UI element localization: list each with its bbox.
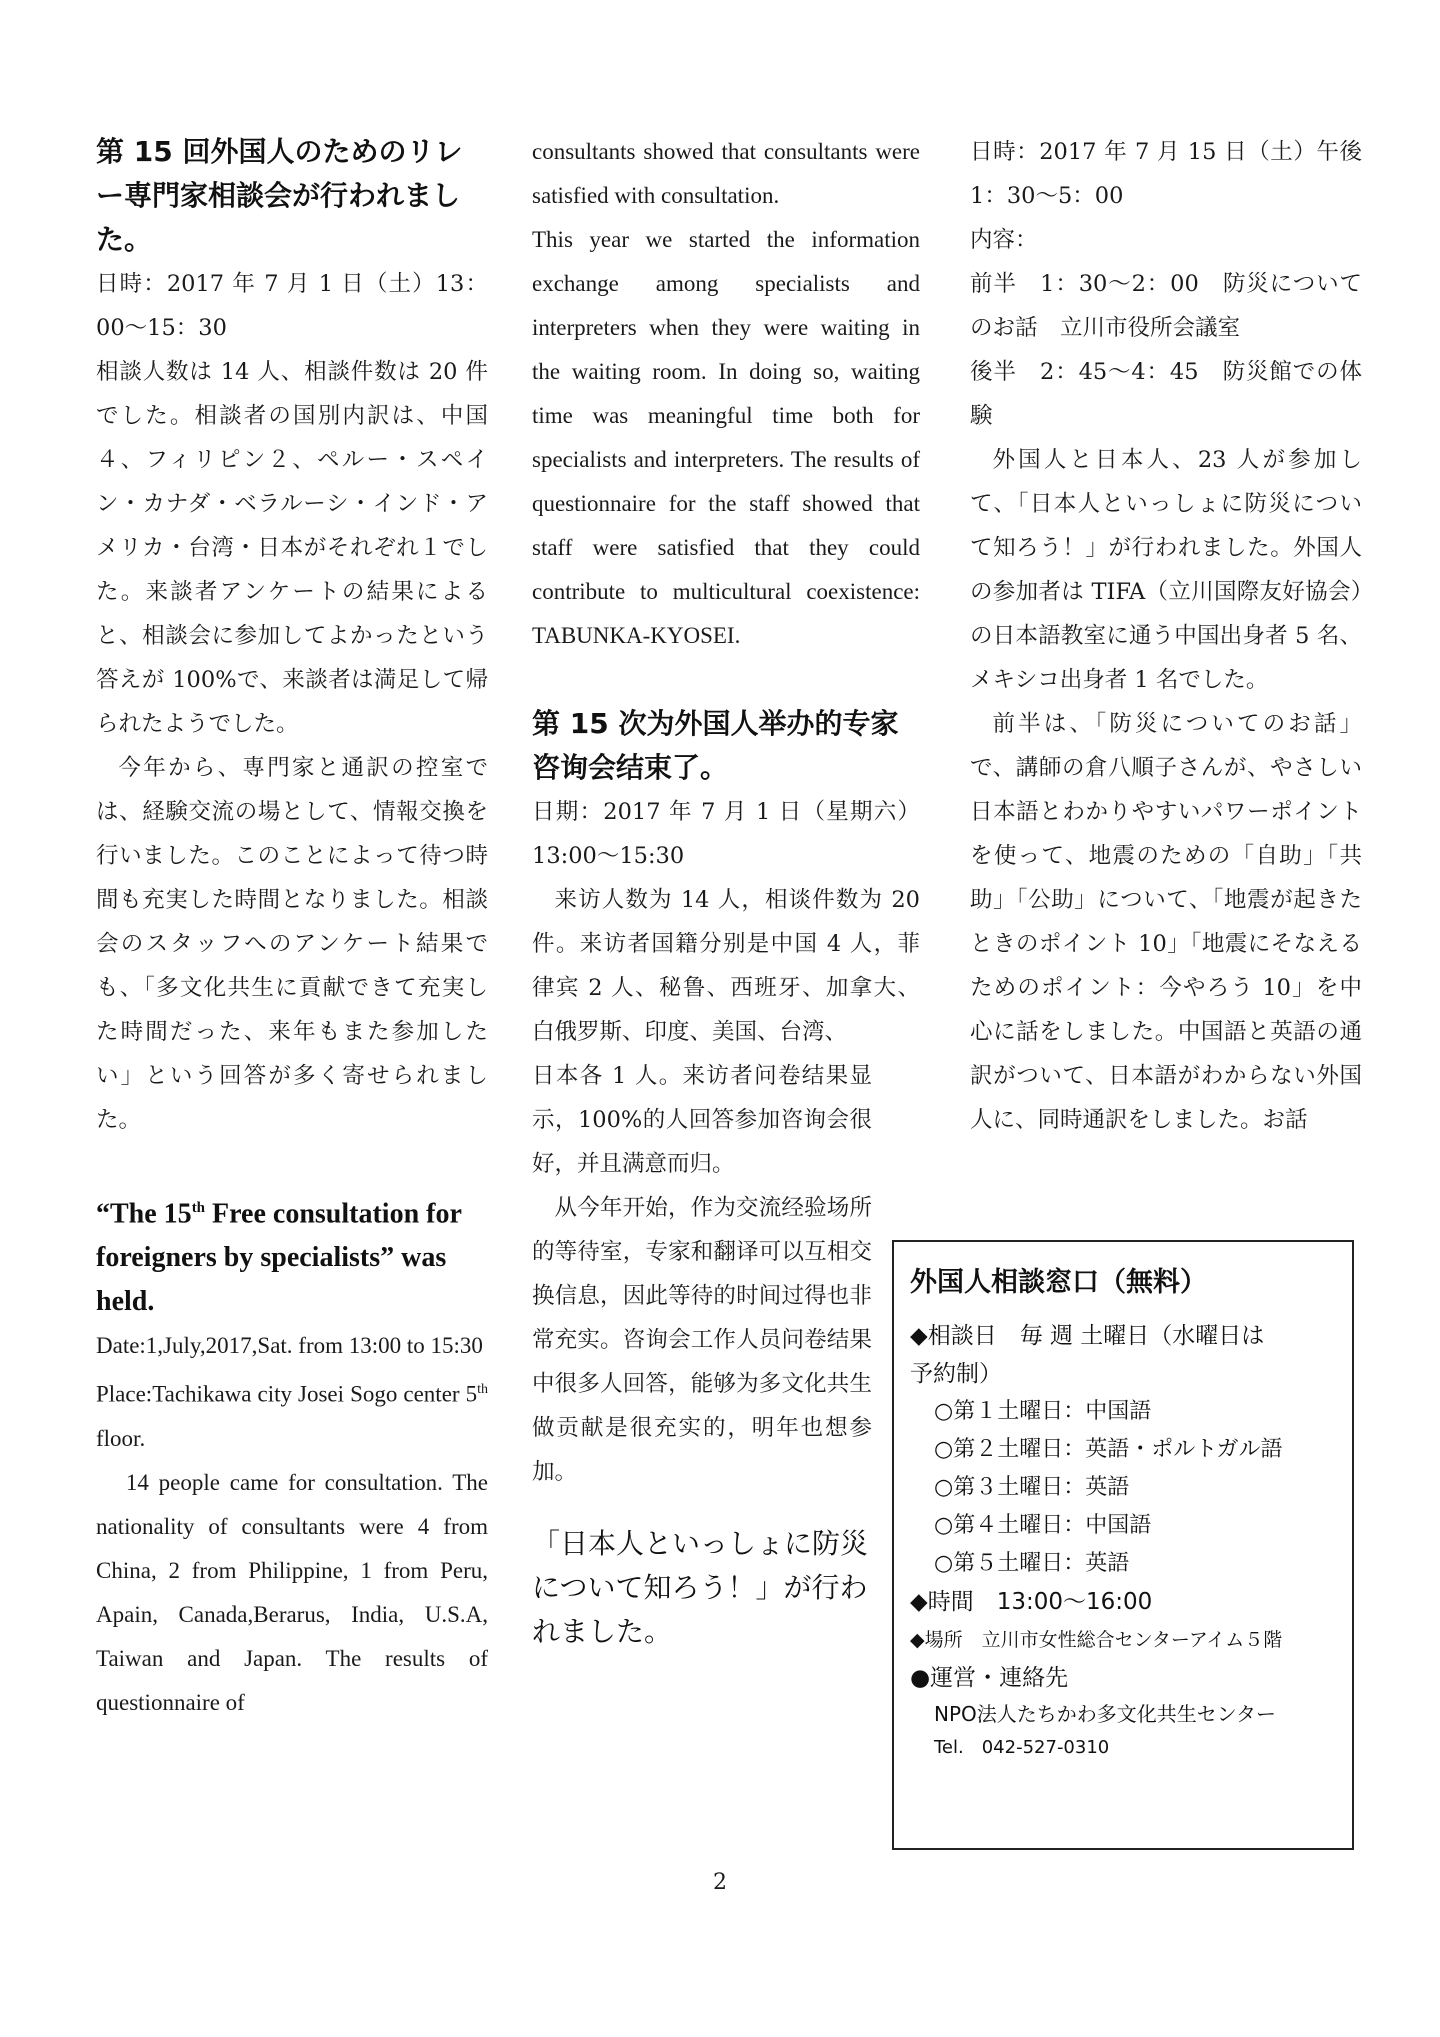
- paragraph-jp-2: 今年から、専門家と通訳の控室では、経験交流の場として、情報交換を行いました。このことによって待つ時間も充実した時間となりました。相談会のスタッフへのアンケート結果でも、「多文化共生に貢献できて充実した時間だった、来年もまた参加したい」という回答が多く寄せられました。: [96, 755, 488, 1133]
- event-date-cn: 日期：2017 年 7 月 1 日（星期六）13:00〜15:30: [532, 799, 920, 869]
- event-date-disaster: 日時：2017 年 7 月 15 日（土）午後 1：30〜5：00: [970, 139, 1362, 209]
- place-text: floor.: [96, 1425, 146, 1451]
- notice-tel: Tel. 042-527-0310: [934, 1737, 1110, 1758]
- program-first-half: 前半 1：30〜2：00 防災についてのお話 立川市役所会議室: [970, 271, 1362, 341]
- heading-jp-consultation: [96, 130, 488, 262]
- heading-en-consultation: [96, 1186, 488, 1324]
- paragraph-cn-1: 来访人数为 14 人，相谈件数为 20 件。来访者国籍分别是中国 4 人，菲律宾 2 人、秘鲁、西班牙、加拿大、白俄罗斯、印度、美国、台湾、: [532, 887, 920, 1045]
- column-2: [532, 130, 920, 1654]
- heading-line: ー専門家相談会が行われまし: [96, 179, 461, 212]
- heading-line: 第 15 回外国人のためのリレ: [96, 135, 463, 168]
- notice-week-3: ○第３土曜日：英語: [934, 1475, 1130, 1500]
- consultation-notice-box: [892, 1240, 1354, 1850]
- paragraph-en-3: This year we started the information exchange among specialists and interpreters when they were waiting in the waiting room. In doing so, waiting time was meaningful time both for specialists and interpreters. The results of questionnaire for the staff showed that staff were satisfied that they could contribute to multicultural coexistence: TABUNKA-KYOSEI.: [532, 227, 920, 648]
- paragraph-cn-2: 从今年开始，作为交流经验场所的等待室，专家和翻译可以互相交换信息，因此等待的时间过得也非常充实。咨询会工作人员问卷结果中很多人回答，能够为多文化共生做贡献是很充实的，明年也想参加。: [532, 1195, 872, 1485]
- notice-week-2: ○第２土曜日：英語・ポルトガル語: [934, 1437, 1283, 1462]
- content-label: 内容：: [970, 227, 1038, 253]
- event-date-en: Date:1,July,2017,Sat. from 13:00 to 15:30: [96, 1333, 483, 1359]
- notice-time: ◆時間 13:00〜16:00: [910, 1589, 1153, 1615]
- notice-week-1: ○第１土曜日：中国語: [934, 1399, 1152, 1424]
- notice-week-4: ○第４土曜日：中国語: [934, 1513, 1152, 1538]
- paragraph-en-2: consultants showed that consultants were satisfied with consultation.: [532, 139, 920, 208]
- heading-text: “The 15: [96, 1198, 192, 1230]
- notice-week-5: ○第５土曜日：英語: [934, 1551, 1130, 1576]
- notice-days-cont: 予約制）: [910, 1361, 1002, 1387]
- program-second-half: 後半 2：45〜4：45 防災館での体験: [970, 359, 1362, 429]
- place-sup: th: [477, 1382, 488, 1398]
- paragraph-cn-1-cont: 日本各 1 人。来访者问卷结果显示，100%的人回答参加咨询会很好，并且满意而归。: [532, 1063, 872, 1177]
- notice-days: ◆相談日 毎 週 土曜日（水曜日は: [910, 1323, 1265, 1349]
- paragraph-disaster-2: 前半は、「防災についてのお話」で、講師の倉八順子さんが、やさしい日本語とわかりやすいパワーポイントを使って、地震のための「自助」「共助」「公助」について、「地震が起きたときのポイント 10」「地震にそなえるためのポイント：今やろう 10」を中心に話をしました。中国語と英語の通訳がついて、日本語がわからない外国人に、同時通訳をしました。お話: [970, 711, 1362, 1133]
- place-text: Place:Tachikawa city Josei Sogo center 5: [96, 1381, 478, 1407]
- heading-cn-consultation: 第 15 次为外国人举办的专家咨询会结束了。: [532, 707, 899, 784]
- page-number: 2: [713, 1870, 727, 1895]
- heading-sup: th: [191, 1200, 206, 1216]
- paragraph-jp-1: 相談人数は 14 人、相談件数は 20 件でした。相談者の国別内訳は、中国４、フィリピン２、ペルー・スペイン・カナダ・ベラルーシ・インド・アメリカ・台湾・日本がそれぞれ１でした。来談者アンケートの結果によると、相談会に参加してよかったという答えが 100%で、来談者は満足して帰られたようでした。: [96, 359, 488, 737]
- heading-text: Free consultation for foreigners by specialists” was held.: [96, 1198, 462, 1318]
- column-1: [96, 130, 488, 1725]
- event-date-jp: 日時：2017 年 7 月 1 日（土）13：00〜15：30: [96, 271, 488, 341]
- notice-title: 外国人相談窓口（無料）: [910, 1267, 1207, 1298]
- column-3: [970, 130, 1362, 1142]
- notice-place: ◆場所 立川市女性総合センターアイム５階: [910, 1629, 1283, 1651]
- heading-line: た。: [96, 223, 153, 256]
- paragraph-disaster-1: 外国人と日本人、23 人が参加して、「日本人といっしょに防災について知ろう！」が行われました。外国人の参加者は TIFA（立川国際友好協会）の日本語教室に通う中国出身者 5 名、メキシコ出身者 1 名でした。: [970, 447, 1362, 693]
- notice-org-label: ●運営・連絡先: [910, 1665, 1069, 1691]
- notice-org: NPO法人たちかわ多文化共生センター: [934, 1702, 1276, 1726]
- paragraph-en-1: 14 people came for consultation. The nationality of consultants were 4 from China, 2 from Philippine, 1 from Peru, Apain, Canada,Berarus, India, U.S.A, Taiwan and Japan. The results of questionnaire of: [96, 1469, 488, 1715]
- event-place-en: [96, 1368, 488, 1461]
- heading-jp-disaster: 「日本人といっしょに防災について知ろう！」が行われました。: [532, 1527, 869, 1648]
